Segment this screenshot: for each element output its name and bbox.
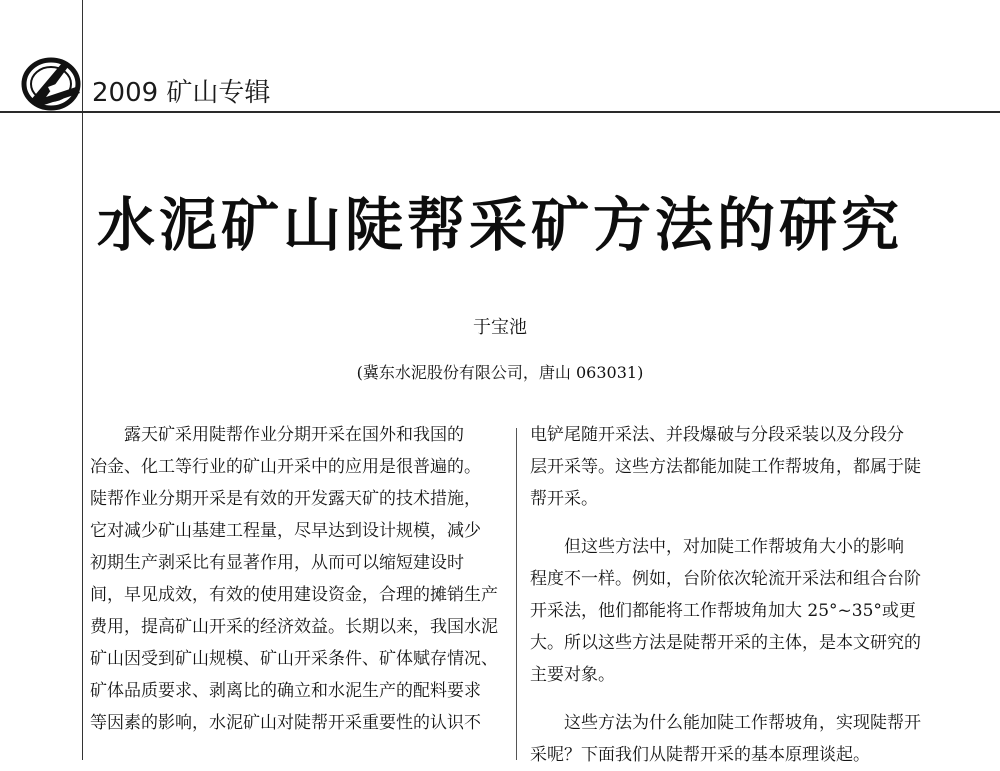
body-line: 冶金、化工等行业的矿山开采中的应用是很普遍的。 (90, 457, 481, 477)
issue-label: 2009 矿山专辑 (92, 78, 271, 108)
paragraph-gap (530, 515, 940, 531)
header-horizontal-rule (0, 111, 1000, 113)
body-line: 矿体品质要求、剥离比的确立和水泥生产的配料要求 (90, 681, 481, 701)
body-line: 等因素的影响，水泥矿山对陡帮开采重要性的认识不 (90, 713, 481, 733)
paragraph-gap (530, 691, 940, 707)
body-line: 主要对象。 (530, 665, 615, 685)
body-left-column (90, 419, 510, 739)
body-line: 电铲尾随开采法、并段爆破与分段采装以及分段分 (530, 425, 904, 445)
body-line: 初期生产剥采比有显著作用，从而可以缩短建设时 (90, 553, 464, 573)
body-line: 费用，提高矿山开采的经济效益。长期以来，我国水泥 (90, 617, 498, 637)
body-line: 陡帮作业分期开采是有效的开发露天矿的技术措施， (90, 489, 481, 509)
body-line: 采呢？下面我们从陡帮开采的基本原理谈起。 (530, 745, 870, 765)
article-author: 于宝池 (473, 317, 527, 338)
body-line: 这些方法为什么能加陡工作帮坡角，实现陡帮开 (564, 713, 921, 733)
journal-logo-icon (18, 57, 88, 111)
body-right-column (530, 419, 940, 771)
body-line: 大。所以这些方法是陡帮开采的主体，是本文研究的 (530, 633, 921, 653)
body-line: 间，早见成效，有效的使用建设资金，合理的摊销生产 (90, 585, 498, 605)
article-affiliation: (冀东水泥股份有限公司，唐山 063031) (356, 363, 644, 382)
article-title: 水泥矿山陡帮采矿方法的研究 (96, 191, 903, 259)
body-line: 它对减少矿山基建工程量，尽早达到设计规模，减少 (90, 521, 481, 541)
column-divider (516, 428, 517, 760)
body-line: 程度不一样。例如，台阶依次轮流开采法和组合台阶 (530, 569, 921, 589)
body-line: 但这些方法中，对加陡工作帮坡角大小的影响 (564, 537, 904, 557)
body-line: 层开采等。这些方法都能加陡工作帮坡角，都属于陡 (530, 457, 921, 477)
body-line: 露天矿采用陡帮作业分期开采在国外和我国的 (124, 425, 464, 445)
body-line: 矿山因受到矿山规模、矿山开采条件、矿体赋存情况、 (90, 649, 498, 669)
body-line: 开采法，他们都能将工作帮坡角加大 25°~35°或更 (530, 601, 916, 621)
body-line: 帮开采。 (530, 489, 598, 509)
